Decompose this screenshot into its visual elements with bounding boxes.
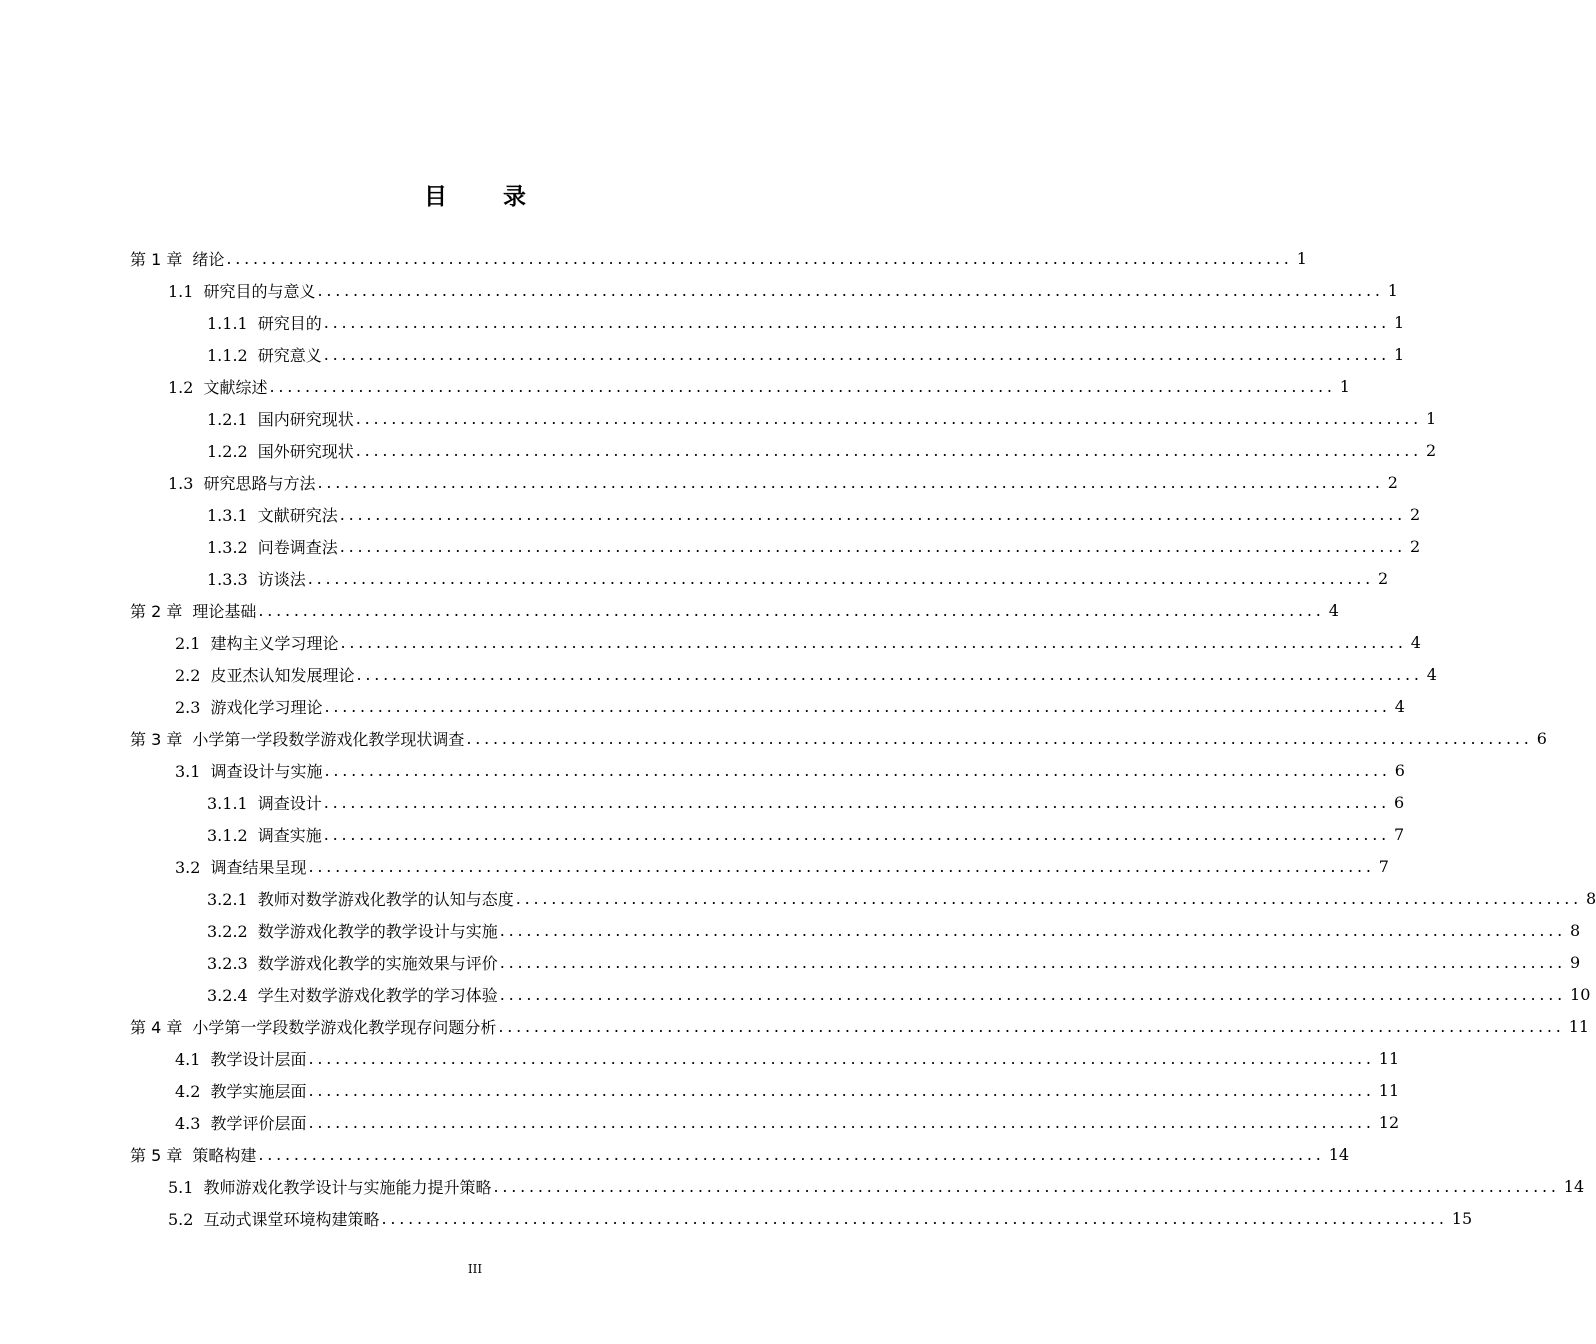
toc-entry-1-3-2[interactable] [207, 530, 1421, 562]
toc-entry-title: 教师游戏化教学设计与实施能力提升策略 [203, 1177, 492, 1197]
toc-entry-title: 问卷调查法 [257, 537, 338, 557]
toc-entry-page: 6 [1394, 792, 1405, 812]
toc-entry-page: 14 [1563, 1176, 1585, 1196]
toc-entry-page: 4 [1426, 664, 1437, 684]
toc-entry-chapter-1[interactable] [130, 242, 1307, 274]
toc-entry-title: 教师对数学游戏化教学的认知与态度 [257, 889, 514, 909]
toc-entry-title: 小学第一学段数学游戏化教学现状调查 [192, 729, 465, 749]
toc-entry-page: 1 [1387, 280, 1398, 300]
dot-leader: ........................................................................................................................ [356, 664, 1423, 684]
toc-entry-3-1[interactable] [175, 754, 1405, 786]
toc-entry-number: 3.2.1 [207, 889, 248, 909]
toc-entry-3-2[interactable] [175, 850, 1389, 882]
dot-leader: ........................................................................................................................ [307, 568, 1375, 588]
toc-entry-1-1[interactable] [168, 274, 1398, 306]
dot-leader: ........................................................................................................................ [466, 728, 1533, 748]
toc-entry-page: 9 [1570, 952, 1581, 972]
dot-leader: ........................................................................................................................ [308, 1080, 1375, 1100]
toc-entry-3-2-2[interactable] [207, 914, 1581, 946]
toc-entry-chapter-2[interactable] [130, 594, 1339, 626]
toc-entry-page: 7 [1378, 856, 1389, 876]
toc-entry-title: 策略构建 [192, 1145, 257, 1165]
toc-entry-number: 3.2.2 [207, 921, 248, 941]
toc-entry-number: 2.3 [175, 697, 201, 717]
toc-entry-4-3[interactable] [175, 1106, 1400, 1138]
toc-entry-1-2[interactable] [168, 370, 1350, 402]
toc-entry-3-2-4[interactable] [207, 978, 1591, 1010]
toc-entry-title: 调查实施 [257, 825, 322, 845]
page-footer-number: III [467, 1262, 483, 1276]
toc-entry-1-1-2[interactable] [207, 338, 1405, 370]
toc-entry-title: 建构主义学习理论 [210, 633, 339, 653]
toc-entry-number: 4.3 [175, 1113, 201, 1133]
dot-leader: ........................................................................................................................ [515, 888, 1583, 908]
dot-leader: ........................................................................................................................ [269, 376, 1336, 396]
toc-entry-3-2-1[interactable] [207, 882, 1596, 914]
toc-entry-number: 1.1 [168, 281, 194, 301]
toc-entry-number: 1.1.2 [207, 345, 248, 365]
toc-entry-page: 4 [1394, 696, 1405, 716]
dot-leader: ........................................................................................................................ [258, 1144, 1325, 1164]
toc-entry-2-2[interactable] [175, 658, 1437, 690]
toc-entry-number: 3.2.3 [207, 953, 248, 973]
toc-entry-title: 访谈法 [257, 569, 306, 589]
dot-leader: ........................................................................................................................ [308, 856, 1375, 876]
toc-entry-page: 1 [1426, 408, 1437, 428]
dot-leader: ........................................................................................................................ [317, 472, 1384, 492]
dot-leader: ........................................................................................................................ [226, 248, 1293, 268]
toc-entry-title: 研究意义 [257, 345, 322, 365]
toc-entry-page: 2 [1410, 536, 1421, 556]
toc-entry-title: 调查设计与实施 [210, 761, 323, 781]
dot-leader: ........................................................................................................................ [499, 984, 1567, 1004]
toc-entry-page: 14 [1328, 1144, 1350, 1164]
toc-entry-title: 游戏化学习理论 [210, 697, 323, 717]
toc-entry-page: 2 [1426, 440, 1437, 460]
toc-entry-number: 3.1 [175, 761, 201, 781]
toc-entry-1-2-2[interactable] [207, 434, 1437, 466]
dot-leader: ........................................................................................................................ [323, 312, 1391, 332]
toc-entry-3-1-1[interactable] [207, 786, 1405, 818]
toc-entry-4-2[interactable] [175, 1074, 1400, 1106]
toc-entry-number: 1.2 [168, 377, 194, 397]
dot-leader: ........................................................................................................................ [258, 600, 1325, 620]
toc-entry-title: 数学游戏化教学的实施效果与评价 [257, 953, 498, 973]
toc-entry-number: 1.3.2 [207, 537, 248, 557]
toc-entry-page: 12 [1378, 1112, 1400, 1132]
toc-entry-number: 第 3 章 [130, 729, 183, 749]
toc-entry-4-1[interactable] [175, 1042, 1400, 1074]
toc-entry-1-3-1[interactable] [207, 498, 1421, 530]
toc-entry-page: 7 [1394, 824, 1405, 844]
toc-entry-page: 2 [1387, 472, 1398, 492]
toc-entry-title: 数学游戏化教学的教学设计与实施 [257, 921, 498, 941]
toc-entry-page: 10 [1570, 984, 1591, 1004]
toc-entry-5-1[interactable] [168, 1170, 1585, 1202]
toc-entry-page: 11 [1378, 1080, 1400, 1100]
dot-leader: ........................................................................................................................ [493, 1176, 1560, 1196]
dot-leader: ........................................................................................................................ [308, 1112, 1375, 1132]
toc-entry-number: 4.1 [175, 1049, 201, 1069]
toc-entry-page: 6 [1394, 760, 1405, 780]
dot-leader: ........................................................................................................................ [355, 440, 1423, 460]
toc-entry-number: 2.1 [175, 633, 201, 653]
toc-entry-title: 文献综述 [203, 377, 268, 397]
toc-entry-number: 1.2.2 [207, 441, 248, 461]
toc-entry-title: 教学评价层面 [210, 1113, 307, 1133]
toc-entry-title: 学生对数学游戏化教学的学习体验 [257, 985, 498, 1005]
toc-entry-number: 2.2 [175, 665, 201, 685]
dot-leader: ........................................................................................................................ [323, 824, 1391, 844]
toc-entry-chapter-4[interactable] [130, 1010, 1590, 1042]
toc-entry-number: 1.1.1 [207, 313, 248, 333]
toc-entry-chapter-5[interactable] [130, 1138, 1350, 1170]
toc-entry-page: 4 [1328, 600, 1339, 620]
toc-entry-title: 文献研究法 [257, 505, 338, 525]
toc-entry-title: 国内研究现状 [257, 409, 354, 429]
toc-entry-title: 国外研究现状 [257, 441, 354, 461]
toc-entry-number: 第 5 章 [130, 1145, 183, 1165]
toc-entry-1-1-1[interactable] [207, 306, 1405, 338]
toc-entry-page: 1 [1339, 376, 1350, 396]
toc-entry-title: 研究思路与方法 [203, 473, 316, 493]
toc-entry-page: 2 [1378, 568, 1389, 588]
toc-entry-page: 4 [1410, 632, 1421, 652]
toc-entry-page: 11 [1568, 1016, 1590, 1036]
dot-leader: ........................................................................................................................ [324, 760, 1391, 780]
toc-entry-title: 研究目的与意义 [203, 281, 316, 301]
toc-entry-page: 15 [1451, 1208, 1473, 1228]
toc-entry-number: 5.2 [168, 1209, 194, 1229]
toc-entry-number: 4.2 [175, 1081, 201, 1101]
toc-entry-number: 1.3.1 [207, 505, 248, 525]
toc-entry-number: 1.2.1 [207, 409, 248, 429]
toc-entry-title: 理论基础 [192, 601, 257, 621]
dot-leader: ........................................................................................................................ [355, 408, 1423, 428]
toc-entry-title: 互动式课堂环境构建策略 [203, 1209, 380, 1229]
toc-entry-number: 3.1.2 [207, 825, 248, 845]
toc-entry-title: 研究目的 [257, 313, 322, 333]
toc-entry-title: 绪论 [192, 249, 225, 269]
toc-entry-title: 教学设计层面 [210, 1049, 307, 1069]
toc-entry-number: 1.3.3 [207, 569, 248, 589]
dot-leader: ........................................................................................................................ [323, 792, 1391, 812]
dot-leader: ........................................................................................................................ [324, 696, 1391, 716]
toc-entry-page: 1 [1394, 344, 1405, 364]
toc-entry-page: 2 [1410, 504, 1421, 524]
dot-leader: ........................................................................................................................ [339, 536, 1407, 556]
dot-leader: ........................................................................................................................ [498, 1016, 1565, 1036]
toc-entry-page: 8 [1586, 888, 1596, 908]
toc-entry-title: 调查设计 [257, 793, 322, 813]
toc-entry-3-1-2[interactable] [207, 818, 1405, 850]
toc-title: 目 录 [423, 184, 550, 210]
toc-entry-1-2-1[interactable] [207, 402, 1437, 434]
dot-leader: ........................................................................................................................ [340, 632, 1407, 652]
dot-leader: ........................................................................................................................ [323, 344, 1391, 364]
toc-entry-number: 3.2.4 [207, 985, 248, 1005]
dot-leader: ........................................................................................................................ [499, 952, 1567, 972]
toc-entry-chapter-3[interactable] [130, 722, 1547, 754]
toc-entry-page: 6 [1536, 728, 1547, 748]
toc-entry-number: 第 2 章 [130, 601, 183, 621]
dot-leader: ........................................................................................................................ [308, 1048, 1375, 1068]
dot-leader: ........................................................................................................................ [381, 1208, 1448, 1228]
toc-entry-number: 5.1 [168, 1177, 194, 1197]
toc-entry-5-2[interactable] [168, 1202, 1473, 1234]
toc-entry-2-3[interactable] [175, 690, 1405, 722]
toc-entry-3-2-3[interactable] [207, 946, 1581, 978]
toc-entry-2-1[interactable] [175, 626, 1421, 658]
toc-entry-number: 3.2 [175, 857, 201, 877]
toc-entry-title: 皮亚杰认知发展理论 [210, 665, 355, 685]
toc-entry-page: 8 [1570, 920, 1581, 940]
dot-leader: ........................................................................................................................ [317, 280, 1384, 300]
toc-entry-page: 1 [1296, 248, 1307, 268]
toc-entry-number: 3.1.1 [207, 793, 248, 813]
toc-entry-1-3[interactable] [168, 466, 1398, 498]
toc-entry-title: 小学第一学段数学游戏化教学现存问题分析 [192, 1017, 497, 1037]
toc-entry-number: 第 4 章 [130, 1017, 183, 1037]
toc-entry-page: 1 [1394, 312, 1405, 332]
toc-entry-1-3-3[interactable] [207, 562, 1389, 594]
toc-entry-number: 1.3 [168, 473, 194, 493]
dot-leader: ........................................................................................................................ [339, 504, 1407, 524]
toc-entry-title: 调查结果呈现 [210, 857, 307, 877]
toc-entry-number: 第 1 章 [130, 249, 183, 269]
dot-leader: ........................................................................................................................ [499, 920, 1567, 940]
toc-entry-page: 11 [1378, 1048, 1400, 1068]
toc-entry-title: 教学实施层面 [210, 1081, 307, 1101]
